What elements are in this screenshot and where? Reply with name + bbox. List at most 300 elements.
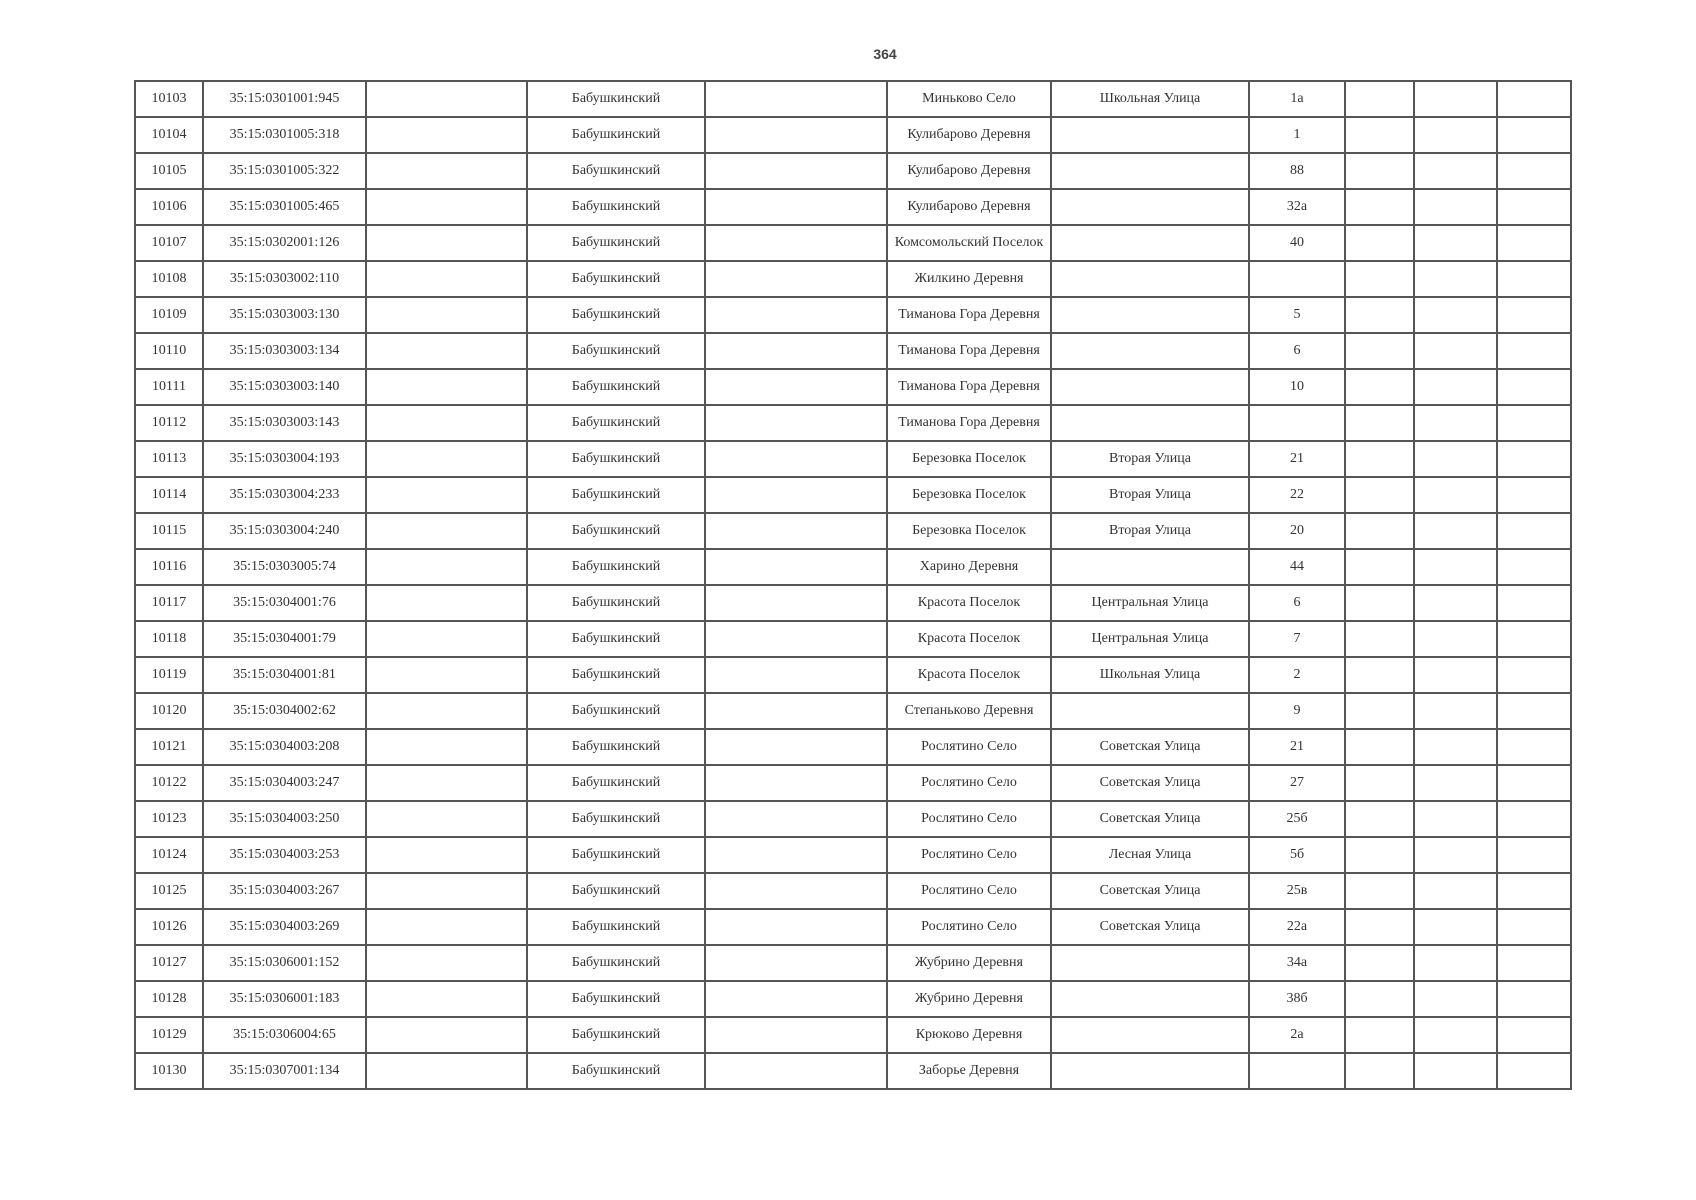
empty-cell [1497, 513, 1571, 549]
street-cell [1051, 225, 1249, 261]
empty-cell [1345, 1053, 1414, 1089]
row-number-cell: 10113 [135, 441, 203, 477]
settlement-cell: Рослятино Село [887, 873, 1051, 909]
empty-cell [1414, 909, 1497, 945]
cadastral-number-cell: 35:15:0303004:193 [203, 441, 366, 477]
empty-cell [366, 153, 527, 189]
house-number-cell: 22а [1249, 909, 1345, 945]
house-number-cell: 32а [1249, 189, 1345, 225]
table-row [135, 873, 1571, 909]
empty-cell [705, 117, 887, 153]
empty-cell [366, 837, 527, 873]
house-number-cell: 6 [1249, 333, 1345, 369]
row-number-cell: 10129 [135, 1017, 203, 1053]
row-number-cell: 10119 [135, 657, 203, 693]
district-cell: Бабушкинский [527, 693, 705, 729]
row-number-cell: 10117 [135, 585, 203, 621]
district-cell: Бабушкинский [527, 81, 705, 117]
empty-cell [1345, 909, 1414, 945]
empty-cell [1345, 981, 1414, 1017]
district-cell: Бабушкинский [527, 297, 705, 333]
empty-cell [1345, 873, 1414, 909]
district-cell: Бабушкинский [527, 657, 705, 693]
empty-cell [705, 81, 887, 117]
table-row [135, 1017, 1571, 1053]
row-number-cell: 10118 [135, 621, 203, 657]
street-cell [1051, 297, 1249, 333]
empty-cell [705, 1053, 887, 1089]
empty-cell [1345, 297, 1414, 333]
house-number-cell: 5б [1249, 837, 1345, 873]
settlement-cell: Жубрино Деревня [887, 945, 1051, 981]
cadastral-number-cell: 35:15:0301001:945 [203, 81, 366, 117]
house-number-cell: 6 [1249, 585, 1345, 621]
empty-cell [705, 873, 887, 909]
empty-cell [1414, 765, 1497, 801]
empty-cell [705, 189, 887, 225]
empty-cell [366, 657, 527, 693]
empty-cell [705, 549, 887, 585]
empty-cell [1345, 1017, 1414, 1053]
street-cell [1051, 693, 1249, 729]
empty-cell [366, 369, 527, 405]
street-cell [1051, 981, 1249, 1017]
house-number-cell: 34а [1249, 945, 1345, 981]
settlement-cell: Крюково Деревня [887, 1017, 1051, 1053]
empty-cell [705, 441, 887, 477]
house-number-cell [1249, 405, 1345, 441]
cadastral-number-cell: 35:15:0303004:240 [203, 513, 366, 549]
street-cell [1051, 153, 1249, 189]
settlement-cell: Красота Поселок [887, 657, 1051, 693]
empty-cell [1497, 585, 1571, 621]
settlement-cell: Рослятино Село [887, 801, 1051, 837]
cadastral-number-cell: 35:15:0303005:74 [203, 549, 366, 585]
empty-cell [1414, 261, 1497, 297]
empty-cell [1497, 189, 1571, 225]
cadastral-number-cell: 35:15:0304003:253 [203, 837, 366, 873]
empty-cell [1414, 81, 1497, 117]
table-row [135, 621, 1571, 657]
district-cell: Бабушкинский [527, 261, 705, 297]
empty-cell [705, 369, 887, 405]
empty-cell [1414, 153, 1497, 189]
cadastral-number-cell: 35:15:0302001:126 [203, 225, 366, 261]
empty-cell [705, 693, 887, 729]
district-cell: Бабушкинский [527, 1053, 705, 1089]
cadastral-number-cell: 35:15:0303002:110 [203, 261, 366, 297]
district-cell: Бабушкинский [527, 801, 705, 837]
house-number-cell: 10 [1249, 369, 1345, 405]
table-row [135, 585, 1571, 621]
settlement-cell: Рослятино Село [887, 765, 1051, 801]
empty-cell [1345, 549, 1414, 585]
street-cell: Советская Улица [1051, 729, 1249, 765]
table-row [135, 477, 1571, 513]
empty-cell [705, 297, 887, 333]
empty-cell [705, 261, 887, 297]
table-row [135, 225, 1571, 261]
house-number-cell [1249, 261, 1345, 297]
district-cell: Бабушкинский [527, 513, 705, 549]
district-cell: Бабушкинский [527, 909, 705, 945]
empty-cell [1414, 1053, 1497, 1089]
empty-cell [1497, 153, 1571, 189]
empty-cell [1497, 333, 1571, 369]
row-number-cell: 10116 [135, 549, 203, 585]
empty-cell [1414, 117, 1497, 153]
empty-cell [1414, 405, 1497, 441]
row-number-cell: 10109 [135, 297, 203, 333]
row-number-cell: 10112 [135, 405, 203, 441]
empty-cell [1497, 765, 1571, 801]
settlement-cell: Тиманова Гора Деревня [887, 369, 1051, 405]
house-number-cell: 44 [1249, 549, 1345, 585]
cadastral-number-cell: 35:15:0304001:76 [203, 585, 366, 621]
street-cell: Лесная Улица [1051, 837, 1249, 873]
table-row [135, 117, 1571, 153]
row-number-cell: 10127 [135, 945, 203, 981]
empty-cell [1414, 513, 1497, 549]
empty-cell [1497, 549, 1571, 585]
row-number-cell: 10107 [135, 225, 203, 261]
settlement-cell: Харино Деревня [887, 549, 1051, 585]
street-cell: Советская Улица [1051, 873, 1249, 909]
cadastral-number-cell: 35:15:0303003:134 [203, 333, 366, 369]
settlement-cell: Красота Поселок [887, 585, 1051, 621]
settlement-cell: Рослятино Село [887, 909, 1051, 945]
empty-cell [1345, 153, 1414, 189]
empty-cell [1345, 945, 1414, 981]
district-cell: Бабушкинский [527, 153, 705, 189]
settlement-cell: Рослятино Село [887, 837, 1051, 873]
table-row [135, 189, 1571, 225]
empty-cell [1497, 369, 1571, 405]
empty-cell [705, 513, 887, 549]
district-cell: Бабушкинский [527, 765, 705, 801]
district-cell: Бабушкинский [527, 729, 705, 765]
house-number-cell: 2 [1249, 657, 1345, 693]
street-cell: Вторая Улица [1051, 513, 1249, 549]
empty-cell [1345, 729, 1414, 765]
district-cell: Бабушкинский [527, 873, 705, 909]
empty-cell [1497, 837, 1571, 873]
district-cell: Бабушкинский [527, 477, 705, 513]
empty-cell [366, 261, 527, 297]
empty-cell [1497, 1017, 1571, 1053]
empty-cell [705, 765, 887, 801]
row-number-cell: 10104 [135, 117, 203, 153]
table-row [135, 513, 1571, 549]
house-number-cell: 5 [1249, 297, 1345, 333]
empty-cell [1345, 81, 1414, 117]
empty-cell [1414, 333, 1497, 369]
empty-cell [366, 945, 527, 981]
cadastral-number-cell: 35:15:0304003:208 [203, 729, 366, 765]
street-cell [1051, 333, 1249, 369]
settlement-cell: Красота Поселок [887, 621, 1051, 657]
empty-cell [1345, 333, 1414, 369]
empty-cell [1345, 225, 1414, 261]
empty-cell [1497, 81, 1571, 117]
empty-cell [705, 477, 887, 513]
street-cell: Советская Улица [1051, 801, 1249, 837]
empty-cell [1414, 873, 1497, 909]
empty-cell [1345, 621, 1414, 657]
settlement-cell: Березовка Поселок [887, 477, 1051, 513]
empty-cell [366, 189, 527, 225]
cadastral-number-cell: 35:15:0304003:269 [203, 909, 366, 945]
table-row [135, 81, 1571, 117]
empty-cell [1414, 945, 1497, 981]
street-cell: Школьная Улица [1051, 657, 1249, 693]
empty-cell [705, 729, 887, 765]
street-cell: Вторая Улица [1051, 477, 1249, 513]
empty-cell [1497, 729, 1571, 765]
cadastral-number-cell: 35:15:0307001:134 [203, 1053, 366, 1089]
empty-cell [366, 117, 527, 153]
empty-cell [705, 585, 887, 621]
cadastral-number-cell: 35:15:0304001:81 [203, 657, 366, 693]
table-row [135, 369, 1571, 405]
empty-cell [1414, 801, 1497, 837]
street-cell: Советская Улица [1051, 765, 1249, 801]
settlement-cell: Степаньково Деревня [887, 693, 1051, 729]
house-number-cell: 25в [1249, 873, 1345, 909]
cadastral-number-cell: 35:15:0303003:143 [203, 405, 366, 441]
table-row [135, 981, 1571, 1017]
district-cell: Бабушкинский [527, 981, 705, 1017]
empty-cell [705, 621, 887, 657]
street-cell [1051, 369, 1249, 405]
cadastral-number-cell: 35:15:0304003:247 [203, 765, 366, 801]
settlement-cell: Тиманова Гора Деревня [887, 297, 1051, 333]
table-row [135, 837, 1571, 873]
house-number-cell: 27 [1249, 765, 1345, 801]
row-number-cell: 10110 [135, 333, 203, 369]
empty-cell [366, 549, 527, 585]
row-number-cell: 10108 [135, 261, 203, 297]
house-number-cell: 88 [1249, 153, 1345, 189]
empty-cell [366, 441, 527, 477]
empty-cell [705, 801, 887, 837]
district-cell: Бабушкинский [527, 333, 705, 369]
house-number-cell: 1а [1249, 81, 1345, 117]
table-row [135, 693, 1571, 729]
house-number-cell: 20 [1249, 513, 1345, 549]
table-row [135, 801, 1571, 837]
row-number-cell: 10126 [135, 909, 203, 945]
street-cell [1051, 189, 1249, 225]
row-number-cell: 10123 [135, 801, 203, 837]
empty-cell [1345, 801, 1414, 837]
empty-cell [1414, 729, 1497, 765]
settlement-cell: Комсомольский Поселок [887, 225, 1051, 261]
empty-cell [1414, 585, 1497, 621]
district-cell: Бабушкинский [527, 837, 705, 873]
empty-cell [366, 81, 527, 117]
registry-table [134, 80, 1572, 1090]
empty-cell [1345, 513, 1414, 549]
empty-cell [1497, 441, 1571, 477]
street-cell: Вторая Улица [1051, 441, 1249, 477]
settlement-cell: Жубрино Деревня [887, 981, 1051, 1017]
empty-cell [1414, 225, 1497, 261]
empty-cell [366, 1017, 527, 1053]
page-number: 364 [873, 46, 897, 62]
empty-cell [1414, 621, 1497, 657]
empty-cell [1414, 981, 1497, 1017]
table-row [135, 441, 1571, 477]
empty-cell [366, 297, 527, 333]
district-cell: Бабушкинский [527, 945, 705, 981]
empty-cell [705, 945, 887, 981]
empty-cell [1345, 261, 1414, 297]
district-cell: Бабушкинский [527, 189, 705, 225]
empty-cell [705, 225, 887, 261]
empty-cell [366, 513, 527, 549]
empty-cell [1345, 369, 1414, 405]
empty-cell [705, 657, 887, 693]
empty-cell [1414, 189, 1497, 225]
empty-cell [705, 837, 887, 873]
settlement-cell: Кулибарово Деревня [887, 189, 1051, 225]
street-cell [1051, 261, 1249, 297]
empty-cell [366, 729, 527, 765]
district-cell: Бабушкинский [527, 225, 705, 261]
house-number-cell: 40 [1249, 225, 1345, 261]
empty-cell [366, 585, 527, 621]
settlement-cell: Березовка Поселок [887, 513, 1051, 549]
empty-cell [1345, 189, 1414, 225]
settlement-cell: Рослятино Село [887, 729, 1051, 765]
settlement-cell: Заборье Деревня [887, 1053, 1051, 1089]
row-number-cell: 10106 [135, 189, 203, 225]
empty-cell [1414, 549, 1497, 585]
empty-cell [366, 873, 527, 909]
table-body [135, 81, 1571, 1089]
table-row [135, 765, 1571, 801]
street-cell: Центральная Улица [1051, 621, 1249, 657]
table-row [135, 153, 1571, 189]
empty-cell [1497, 1053, 1571, 1089]
table-row [135, 333, 1571, 369]
empty-cell [1497, 981, 1571, 1017]
district-cell: Бабушкинский [527, 117, 705, 153]
cadastral-number-cell: 35:15:0304003:250 [203, 801, 366, 837]
table-row [135, 549, 1571, 585]
cadastral-number-cell: 35:15:0301005:318 [203, 117, 366, 153]
empty-cell [1345, 405, 1414, 441]
empty-cell [1345, 657, 1414, 693]
empty-cell [366, 477, 527, 513]
empty-cell [1414, 657, 1497, 693]
empty-cell [1345, 765, 1414, 801]
house-number-cell: 21 [1249, 729, 1345, 765]
row-number-cell: 10114 [135, 477, 203, 513]
empty-cell [1414, 441, 1497, 477]
empty-cell [1497, 945, 1571, 981]
row-number-cell: 10115 [135, 513, 203, 549]
street-cell [1051, 117, 1249, 153]
house-number-cell: 38б [1249, 981, 1345, 1017]
empty-cell [1414, 1017, 1497, 1053]
cadastral-number-cell: 35:15:0304003:267 [203, 873, 366, 909]
table-row [135, 1053, 1571, 1089]
cadastral-number-cell: 35:15:0304001:79 [203, 621, 366, 657]
cadastral-number-cell: 35:15:0306001:183 [203, 981, 366, 1017]
street-cell: Советская Улица [1051, 909, 1249, 945]
table-row [135, 729, 1571, 765]
table-row [135, 297, 1571, 333]
empty-cell [366, 909, 527, 945]
table-row [135, 405, 1571, 441]
empty-cell [1497, 297, 1571, 333]
district-cell: Бабушкинский [527, 585, 705, 621]
empty-cell [1345, 837, 1414, 873]
street-cell: Школьная Улица [1051, 81, 1249, 117]
district-cell: Бабушкинский [527, 549, 705, 585]
cadastral-number-cell: 35:15:0304002:62 [203, 693, 366, 729]
empty-cell [1414, 369, 1497, 405]
empty-cell [705, 153, 887, 189]
row-number-cell: 10125 [135, 873, 203, 909]
street-cell [1051, 1017, 1249, 1053]
empty-cell [1497, 801, 1571, 837]
house-number-cell: 22 [1249, 477, 1345, 513]
street-cell: Центральная Улица [1051, 585, 1249, 621]
settlement-cell: Березовка Поселок [887, 441, 1051, 477]
cadastral-number-cell: 35:15:0301005:465 [203, 189, 366, 225]
empty-cell [1497, 873, 1571, 909]
district-cell: Бабушкинский [527, 369, 705, 405]
row-number-cell: 10130 [135, 1053, 203, 1089]
empty-cell [1345, 117, 1414, 153]
empty-cell [705, 909, 887, 945]
empty-cell [1414, 477, 1497, 513]
empty-cell [1414, 693, 1497, 729]
row-number-cell: 10120 [135, 693, 203, 729]
empty-cell [366, 765, 527, 801]
cadastral-number-cell: 35:15:0301005:322 [203, 153, 366, 189]
empty-cell [1497, 225, 1571, 261]
empty-cell [366, 225, 527, 261]
row-number-cell: 10105 [135, 153, 203, 189]
empty-cell [366, 333, 527, 369]
empty-cell [1345, 477, 1414, 513]
empty-cell [1345, 585, 1414, 621]
house-number-cell [1249, 1053, 1345, 1089]
settlement-cell: Кулибарово Деревня [887, 117, 1051, 153]
settlement-cell: Миньково Село [887, 81, 1051, 117]
row-number-cell: 10128 [135, 981, 203, 1017]
settlement-cell: Кулибарово Деревня [887, 153, 1051, 189]
row-number-cell: 10111 [135, 369, 203, 405]
house-number-cell: 25б [1249, 801, 1345, 837]
table-row [135, 909, 1571, 945]
table-row [135, 261, 1571, 297]
empty-cell [1497, 477, 1571, 513]
empty-cell [366, 621, 527, 657]
house-number-cell: 21 [1249, 441, 1345, 477]
empty-cell [366, 801, 527, 837]
cadastral-number-cell: 35:15:0303003:140 [203, 369, 366, 405]
empty-cell [366, 405, 527, 441]
empty-cell [1497, 261, 1571, 297]
settlement-cell: Жилкино Деревня [887, 261, 1051, 297]
row-number-cell: 10103 [135, 81, 203, 117]
street-cell [1051, 1053, 1249, 1089]
